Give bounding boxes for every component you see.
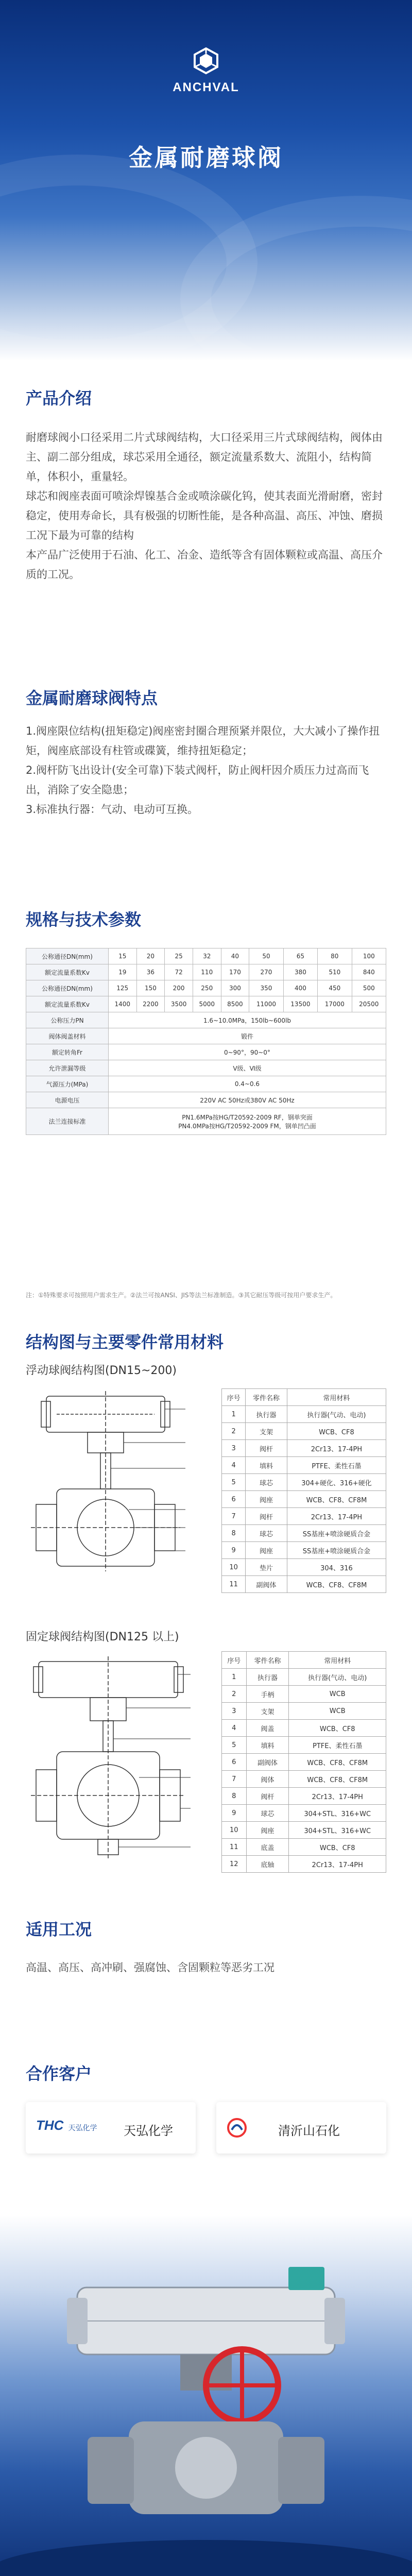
spec-table	[26, 948, 386, 1135]
table-row	[222, 1703, 386, 1720]
table-cell: 球芯	[246, 1474, 287, 1491]
table-cell: 65	[283, 948, 317, 964]
feature-line: 1.阀座限位结构(扭矩稳定)阀座密封圈合理预紧并限位，大大减小了操作扭矩，阀座底部设有柱管或碟簧，维持扭矩稳定；	[26, 725, 380, 757]
table-cell: 支架	[246, 1703, 289, 1720]
hero-banner	[0, 0, 412, 361]
table-cell: 1	[222, 1406, 246, 1423]
table-cell: 72	[165, 964, 193, 980]
table-row	[222, 1457, 386, 1474]
table-cell: WCB、CF8	[289, 1839, 386, 1856]
table-cell: WCB、CF8、CF8M	[287, 1491, 386, 1508]
table-cell: 1.6~10.0MPa，150lb~600lb	[108, 1012, 386, 1028]
table-cell: 2Cr13、17-4PH	[287, 1440, 386, 1457]
table-row	[222, 1737, 386, 1754]
table-cell: 法兰连接标准	[26, 1108, 109, 1135]
table-cell: 450	[318, 980, 352, 996]
table-cell: 阀座	[246, 1491, 287, 1508]
table-cell: 10	[222, 1559, 246, 1576]
floating-ball-valve-drawing	[26, 1386, 196, 1602]
fixed-ball-valve-drawing	[26, 1654, 196, 1870]
hero-title: 金属耐磨球阀	[129, 144, 283, 172]
table-cell: 0.4~0.6	[108, 1076, 386, 1092]
intro-line: 耐磨球阀小口径采用二片式球阀结构，大口径采用三片式球阀结构，阀体由主、副二部分组成，球芯采用全通径，额定流量系数大、流阻小，结构简单，体积小，重量轻。	[26, 431, 383, 483]
table-cell: 1	[222, 1669, 247, 1686]
table-cell: 2Cr13、17-4PH	[289, 1788, 386, 1805]
footer-product-photo	[0, 2215, 412, 2576]
table-cell: WCB、CF8	[289, 1720, 386, 1737]
table-cell: 250	[193, 980, 221, 996]
table-cell: 阀盖	[246, 1720, 289, 1737]
table-row	[26, 964, 386, 980]
table-cell: 3500	[165, 996, 193, 1012]
valve-product-image	[0, 2215, 412, 2576]
intro-line: 球芯和阀座表面可喷涂焊镍基合金或喷涂碳化钨，使其表面光滑耐磨，密封稳定，使用寿命长，具有极强的切断性能，是各种高温、高压、冲蚀、磨损工况下最为可靠的结构	[26, 490, 383, 541]
table-cell: 20500	[352, 996, 386, 1012]
features-title	[26, 685, 158, 709]
table-cell: 阀座	[246, 1542, 287, 1559]
table-cell: 0~90°，90~0°	[108, 1044, 386, 1060]
table-row	[222, 1805, 386, 1822]
table-cell: 2	[222, 1423, 246, 1440]
fixed-parts-table	[221, 1651, 386, 1873]
table-cell: PTFE、柔性石墨	[289, 1737, 386, 1754]
table-cell: 填料	[246, 1457, 287, 1474]
table-cell: 副阀体	[246, 1576, 287, 1593]
table-cell: 15	[108, 948, 136, 964]
table-row	[26, 1028, 386, 1044]
table-cell: 阀杆	[246, 1788, 289, 1805]
table-header-row	[222, 1389, 386, 1406]
feature-line: 3.标准执行器：气动、电动可互换。	[26, 803, 199, 816]
table-cell: 11	[222, 1839, 247, 1856]
table-cell: 阀座	[246, 1822, 289, 1839]
table-cell: 阀杆	[246, 1440, 287, 1457]
brand-logo	[0, 46, 412, 95]
qingyishan-logo-icon	[227, 2117, 263, 2138]
table-cell: 125	[108, 980, 136, 996]
table-row	[222, 1542, 386, 1559]
table-cell: 底轴	[246, 1856, 289, 1873]
table-cell: 25	[165, 948, 193, 964]
table-cell: 副阀体	[246, 1754, 289, 1771]
tianhong-logo-text: 天弘化学	[68, 2124, 97, 2132]
table-cell: 11	[222, 1576, 246, 1593]
table-cell: 12	[222, 1856, 247, 1873]
table-cell: 7	[222, 1508, 246, 1525]
table-cell: 40	[221, 948, 249, 964]
conditions-title	[26, 1917, 92, 1940]
table-cell: 110	[193, 964, 221, 980]
feature-line: 2.阀杆防飞出设计(安全可靠)下装式阀杆，防止阀杆因介质压力过高而飞出，消除了安全隐患；	[26, 764, 369, 796]
table-row	[222, 1669, 386, 1686]
table-row	[222, 1525, 386, 1542]
spec-title-text: 规格与技术参数	[26, 910, 142, 929]
table-row	[222, 1856, 386, 1873]
table-cell: 304+硬化、316+硬化	[287, 1474, 386, 1491]
floating-parts-table	[221, 1388, 386, 1593]
partner-name: 天弘化学	[124, 2124, 173, 2138]
partners-title-text: 合作客户	[26, 2064, 92, 2083]
table-cell: 4	[222, 1457, 246, 1474]
table-cell: 阀杆	[246, 1508, 287, 1525]
tianhong-logo	[36, 2117, 97, 2133]
table-row	[222, 1576, 386, 1593]
table-cell: 304、316	[287, 1559, 386, 1576]
table-cell: 执行器(气动、电动)	[289, 1669, 386, 1686]
spec-title	[26, 907, 141, 930]
table-row	[222, 1788, 386, 1805]
table-cell: 510	[318, 964, 352, 980]
table-cell: 2200	[136, 996, 165, 1012]
table-cell: 阀体阀盖材料	[26, 1028, 109, 1044]
table-cell: 350	[249, 980, 283, 996]
intro-line: 本产品广泛使用于石油、化工、冶金、造纸等含有固体颗粒或高温、高压介质的工况。	[26, 549, 383, 581]
table-cell: Ⅴ级、Ⅵ级	[108, 1060, 386, 1076]
table-cell: 17000	[318, 996, 352, 1012]
table-row	[26, 1092, 386, 1108]
table-row	[26, 1012, 386, 1028]
table-cell: 常用材料	[289, 1652, 386, 1669]
table-cell: WCB、CF8、CF8M	[289, 1771, 386, 1788]
table-cell: 80	[318, 948, 352, 964]
table-cell: 10	[222, 1822, 247, 1839]
table-cell: 170	[221, 964, 249, 980]
table-cell: 序号	[222, 1389, 246, 1406]
table-cell: 额定转角Fr	[26, 1044, 109, 1060]
table-row	[26, 1108, 386, 1135]
flange-standard-line: PN1.6MPa按HG/T20592-2009 RF，钢单突面	[182, 1113, 313, 1121]
table-cell: 手柄	[246, 1686, 289, 1703]
intro-title-text: 产品介绍	[26, 388, 92, 408]
structure-title-text: 结构图与主要零件常用材料	[26, 1332, 224, 1352]
flange-standard-line: PN4.0MPa按HG/T20592-2009 FM，钢单凹凸面	[178, 1122, 316, 1130]
table-cell: 零件名称	[246, 1389, 287, 1406]
partner-name: 清沂山石化	[278, 2124, 340, 2138]
table-row	[26, 996, 386, 1012]
table-cell: 执行器	[246, 1669, 289, 1686]
table-cell: 400	[283, 980, 317, 996]
table-cell: 支架	[246, 1423, 287, 1440]
table-cell: 50	[249, 948, 283, 964]
tianhong-logo-mark: THC	[36, 2117, 64, 2133]
table-cell: WCB、CF8	[287, 1423, 386, 1440]
table-cell: SS基座+喷涂硬质合金	[287, 1525, 386, 1542]
table-cell: 允许泄漏等级	[26, 1060, 109, 1076]
table-cell: 2	[222, 1686, 247, 1703]
table-cell: 6	[222, 1754, 247, 1771]
table-cell: 填料	[246, 1737, 289, 1754]
table-cell: 电源电压	[26, 1092, 109, 1108]
table-cell: 220V AC 50Hz或380V AC 50Hz	[108, 1092, 386, 1108]
table-cell: 9	[222, 1542, 246, 1559]
table-cell: 20	[136, 948, 165, 964]
table-cell: 公称通径DN(mm)	[26, 948, 109, 964]
table-cell: 13500	[283, 996, 317, 1012]
table-row	[222, 1559, 386, 1576]
table-row	[222, 1686, 386, 1703]
table-cell: 500	[352, 980, 386, 996]
spec-note: 注：①特殊要求可按照用户需求生产。②法兰可按ANSI、JIS等法兰标准制造。③其它耐压等级可按用户要求生产。	[26, 1292, 337, 1299]
table-row	[222, 1508, 386, 1525]
table-row	[26, 1044, 386, 1060]
conditions-title-text: 适用工况	[26, 1920, 92, 1939]
table-cell: 8500	[221, 996, 249, 1012]
table-cell: 3	[222, 1440, 246, 1457]
table-cell: 垫片	[246, 1559, 287, 1576]
table-row	[26, 948, 386, 964]
table-cell: 3	[222, 1703, 247, 1720]
table-cell: 1400	[108, 996, 136, 1012]
structure-title	[26, 1329, 224, 1353]
table-cell: PTFE、柔性石墨	[287, 1457, 386, 1474]
table-row	[222, 1423, 386, 1440]
table-cell: 5000	[193, 996, 221, 1012]
conditions-text: 高温、高压、高冲刷、强腐蚀、含固颗粒等恶劣工况	[26, 1961, 274, 1974]
partners-row	[26, 2102, 386, 2154]
table-cell: 气源压力(MPa)	[26, 1076, 109, 1092]
table-cell: 300	[221, 980, 249, 996]
table-cell: 304+STL、316+WC	[289, 1822, 386, 1839]
table-header-row	[222, 1652, 386, 1669]
table-cell: 阀体	[246, 1771, 289, 1788]
table-cell: 32	[193, 948, 221, 964]
table-cell: WCB	[289, 1703, 386, 1720]
fixed-subtitle: 固定球阀结构图(DN125 以上)	[26, 1631, 179, 1643]
brand-logo-icon	[192, 46, 220, 75]
table-cell: SS基座+喷涂硬质合金	[287, 1542, 386, 1559]
brand-name: ANCHVAL	[173, 80, 239, 94]
table-cell: 200	[165, 980, 193, 996]
intro-title	[26, 385, 92, 409]
table-cell: 球芯	[246, 1525, 287, 1542]
table-row	[26, 1076, 386, 1092]
table-cell: 零件名称	[246, 1652, 289, 1669]
table-row	[222, 1822, 386, 1839]
table-cell: 840	[352, 964, 386, 980]
table-cell: 380	[283, 964, 317, 980]
table-cell	[108, 1108, 386, 1135]
table-cell: 执行器	[246, 1406, 287, 1423]
table-cell: 公称通径DN(mm)	[26, 980, 109, 996]
partner-card-qingyishan	[216, 2102, 386, 2154]
table-row	[222, 1720, 386, 1737]
table-cell: 304+STL、316+WC	[289, 1805, 386, 1822]
table-row	[26, 1060, 386, 1076]
table-cell: 150	[136, 980, 165, 996]
table-cell: WCB、CF8、CF8M	[289, 1754, 386, 1771]
table-cell: 6	[222, 1491, 246, 1508]
partner-card-tianhong	[26, 2102, 196, 2154]
floating-subtitle: 浮动球阀结构图(DN15~200)	[26, 1364, 177, 1377]
table-cell: 锻件	[108, 1028, 386, 1044]
table-cell: 执行器(气动、电动)	[287, 1406, 386, 1423]
features-title-text: 金属耐磨球阀特点	[26, 688, 158, 708]
table-cell: 11000	[249, 996, 283, 1012]
table-cell: 270	[249, 964, 283, 980]
table-row	[222, 1491, 386, 1508]
table-cell: 序号	[222, 1652, 247, 1669]
table-cell: 7	[222, 1771, 247, 1788]
table-cell: 4	[222, 1720, 247, 1737]
table-row	[222, 1406, 386, 1423]
table-cell: WCB、CF8、CF8M	[287, 1576, 386, 1593]
table-cell: 公称压力PN	[26, 1012, 109, 1028]
table-cell: 5	[222, 1474, 246, 1491]
table-cell: 5	[222, 1737, 247, 1754]
table-cell: WCB	[289, 1686, 386, 1703]
table-cell: 100	[352, 948, 386, 964]
table-cell: 2Cr13、17-4PH	[287, 1508, 386, 1525]
table-cell: 8	[222, 1525, 246, 1542]
table-cell: 常用材料	[287, 1389, 386, 1406]
intro-body	[26, 428, 386, 584]
table-row	[26, 980, 386, 996]
table-cell: 额定流量系数Kv	[26, 964, 109, 980]
table-row	[222, 1771, 386, 1788]
table-row	[222, 1440, 386, 1457]
table-row	[222, 1474, 386, 1491]
partners-title	[26, 2061, 92, 2084]
table-row	[222, 1754, 386, 1771]
table-cell: 36	[136, 964, 165, 980]
table-cell: 2Cr13、17-4PH	[289, 1856, 386, 1873]
features-body	[26, 721, 386, 819]
table-cell: 8	[222, 1788, 247, 1805]
table-cell: 9	[222, 1805, 247, 1822]
table-cell: 球芯	[246, 1805, 289, 1822]
table-cell: 底盖	[246, 1839, 289, 1856]
table-cell: 额定流量系数Kv	[26, 996, 109, 1012]
table-row	[222, 1839, 386, 1856]
table-cell: 19	[108, 964, 136, 980]
